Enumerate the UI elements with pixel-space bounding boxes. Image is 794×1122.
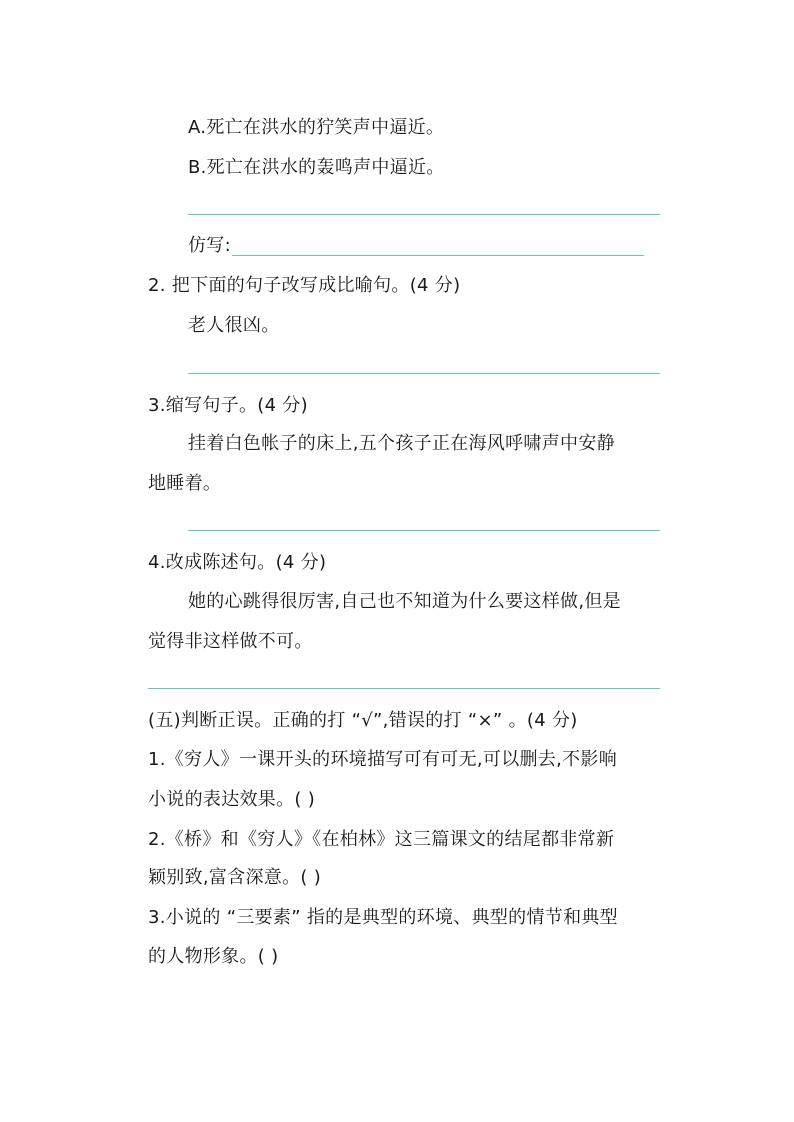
- q3-sentence-line1: 挂着白色帐子的床上,五个孩子正在海风呼啸声中安静: [188, 433, 615, 454]
- option-b: B.死亡在洪水的轰鸣声中逼近。: [188, 157, 445, 178]
- imitate-label: 仿写:: [188, 235, 231, 256]
- q4-answer-line[interactable]: [148, 688, 660, 689]
- judge-item-1-line1: 1.《穷人》一课开头的环境描写可有可无,可以删去,不影响: [148, 749, 618, 770]
- answer-line-options[interactable]: [188, 214, 660, 215]
- judge-item-3-line2[interactable]: 的人物形象。( ): [148, 946, 279, 967]
- q3-answer-line[interactable]: [188, 530, 660, 531]
- q4-sentence-line2: 觉得非这样做不可。: [148, 631, 313, 652]
- option-a: A.死亡在洪水的狞笑声中逼近。: [188, 117, 445, 138]
- judge-item-2-line1: 2.《桥》和《穷人》《在柏林》这三篇课文的结尾都非常新: [148, 829, 615, 850]
- q2-answer-line[interactable]: [188, 373, 660, 374]
- q2-heading: 2. 把下面的句子改写成比喻句。(4 分): [148, 275, 461, 296]
- q4-heading: 4.改成陈述句。(4 分): [148, 552, 327, 573]
- q4-sentence-line1: 她的心跳得很厉害,自己也不知道为什么要这样做,但是: [188, 591, 621, 612]
- judge-item-2-line2[interactable]: 颖别致,富含深意。( ): [148, 867, 322, 888]
- q3-sentence-line2: 地睡着。: [148, 473, 222, 494]
- judge-item-1-line2[interactable]: 小说的表达效果。( ): [148, 789, 316, 810]
- section5-heading: (五)判断正误。正确的打 “√”,错误的打 “×” 。(4 分): [148, 710, 578, 731]
- imitate-answer-line[interactable]: [232, 255, 644, 256]
- q2-sentence: 老人很凶。: [188, 315, 280, 336]
- judge-item-3-line1: 3.小说的 “三要素” 指的是典型的环境、典型的情节和典型: [148, 907, 618, 928]
- q3-heading: 3.缩写句子。(4 分): [148, 395, 308, 416]
